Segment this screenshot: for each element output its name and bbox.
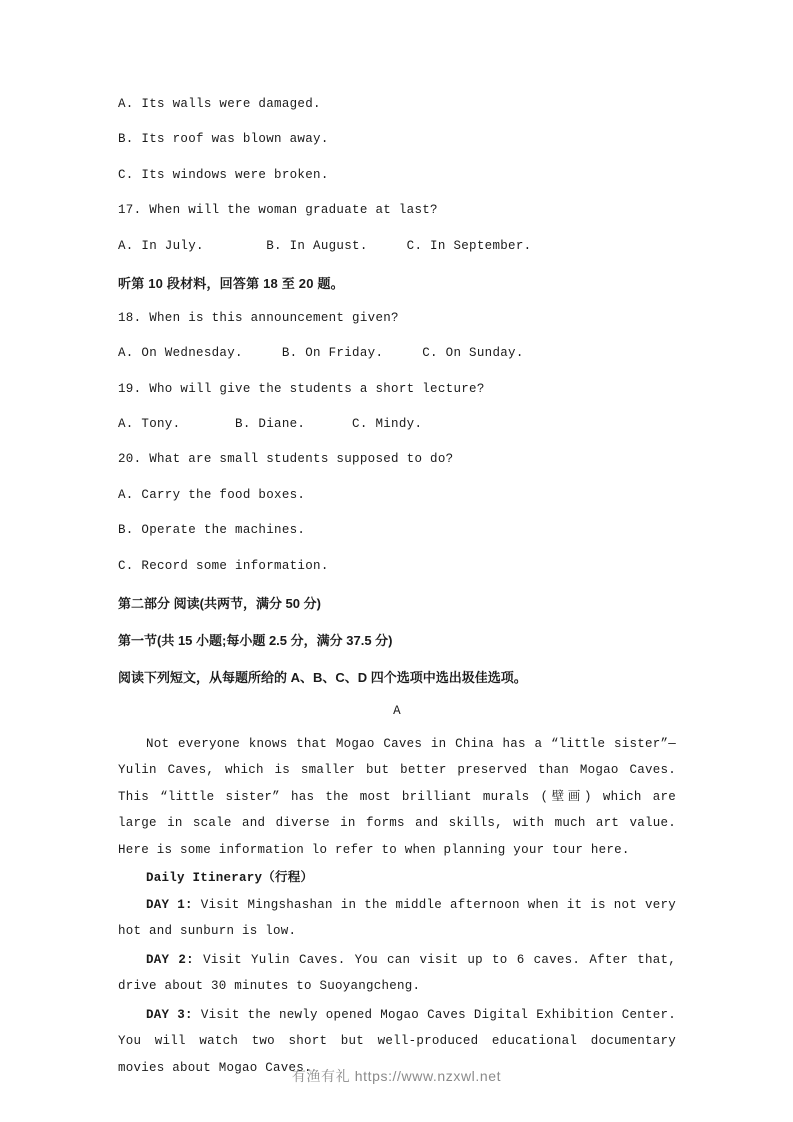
question-19: 19. Who will give the students a short lecture? <box>118 381 485 396</box>
passage-paragraph: Not everyone knows that Mogao Caves in China has a “little sister”—Yulin Caves, which is smaller but better preserved than Mogao Caves. This “little sister” has the most brilliant murals (壁画) which are large in scale and diverse in forms and skills, with much art value. Here is some information lo refer to when planning your tour here. <box>118 736 676 857</box>
document-body <box>118 96 676 1083</box>
watermark: 有渔有礼 https://www.nzxwl.net <box>291 1068 502 1084</box>
day-1-label: DAY 1: <box>146 897 193 912</box>
question-18-options: A. On Wednesday. B. On Friday. C. On Sunday. <box>118 346 524 361</box>
question-20-option-b: B. Operate the machines. <box>118 523 306 538</box>
itinerary-heading <box>118 865 676 892</box>
day-3-text: Visit the newly opened Mogao Caves Digital Exhibition Center. You will watch two short but well-produced educational documentary movies about Mogao Caves. <box>118 1007 677 1075</box>
question-17: 17. When will the woman graduate at last? <box>118 203 438 218</box>
option-a-q16: A. Its walls were damaged. <box>118 97 321 111</box>
day-2-item <box>118 947 676 1000</box>
part-two-heading: 第二部分 阅读(共两节，满分 50 分) <box>118 595 321 611</box>
question-17-options: A. In July. B. In August. C. In September. <box>118 238 532 253</box>
day-3-label: DAY 3: <box>146 1007 193 1022</box>
section-one-heading: 第一节(共 15 小题;每小题 2.5 分，满分 37.5 分) <box>118 632 393 648</box>
question-19-options: A. Tony. B. Diane. C. Mindy. <box>118 417 423 431</box>
day-1-text: Visit Mingshashan in the middle afternoon when it is not very hot and sunburn is low. <box>118 897 676 939</box>
day-2-label: DAY 2: <box>146 952 194 967</box>
section-one-instruction: 阅读下列短文，从每题所给的 A、B、C、D 四个选项中选出圾佳选项。 <box>118 669 527 685</box>
question-20: 20. What are small students supposed to do? <box>118 452 454 467</box>
option-b-q16: B. Its roof was blown away. <box>118 132 329 147</box>
question-20-option-a: A. Carry the food boxes. <box>118 487 306 502</box>
option-c-q16: C. Its windows were broken. <box>118 167 329 182</box>
material-10-heading: 听第 10 段材料，回答第 18 至 20 题。 <box>118 275 344 291</box>
question-20-option-c: C. Record some information. <box>118 558 329 573</box>
question-18: 18. When is this announcement given? <box>118 310 399 325</box>
passage-letter: A <box>393 703 401 718</box>
day-1-item <box>118 892 676 945</box>
itinerary-heading-text: Daily Itinerary（行程） <box>146 871 314 886</box>
day-2-text: Visit Yulin Caves. You can visit up to 6 caves. After that, drive about 30 minutes to Suoyangcheng. <box>118 952 677 994</box>
